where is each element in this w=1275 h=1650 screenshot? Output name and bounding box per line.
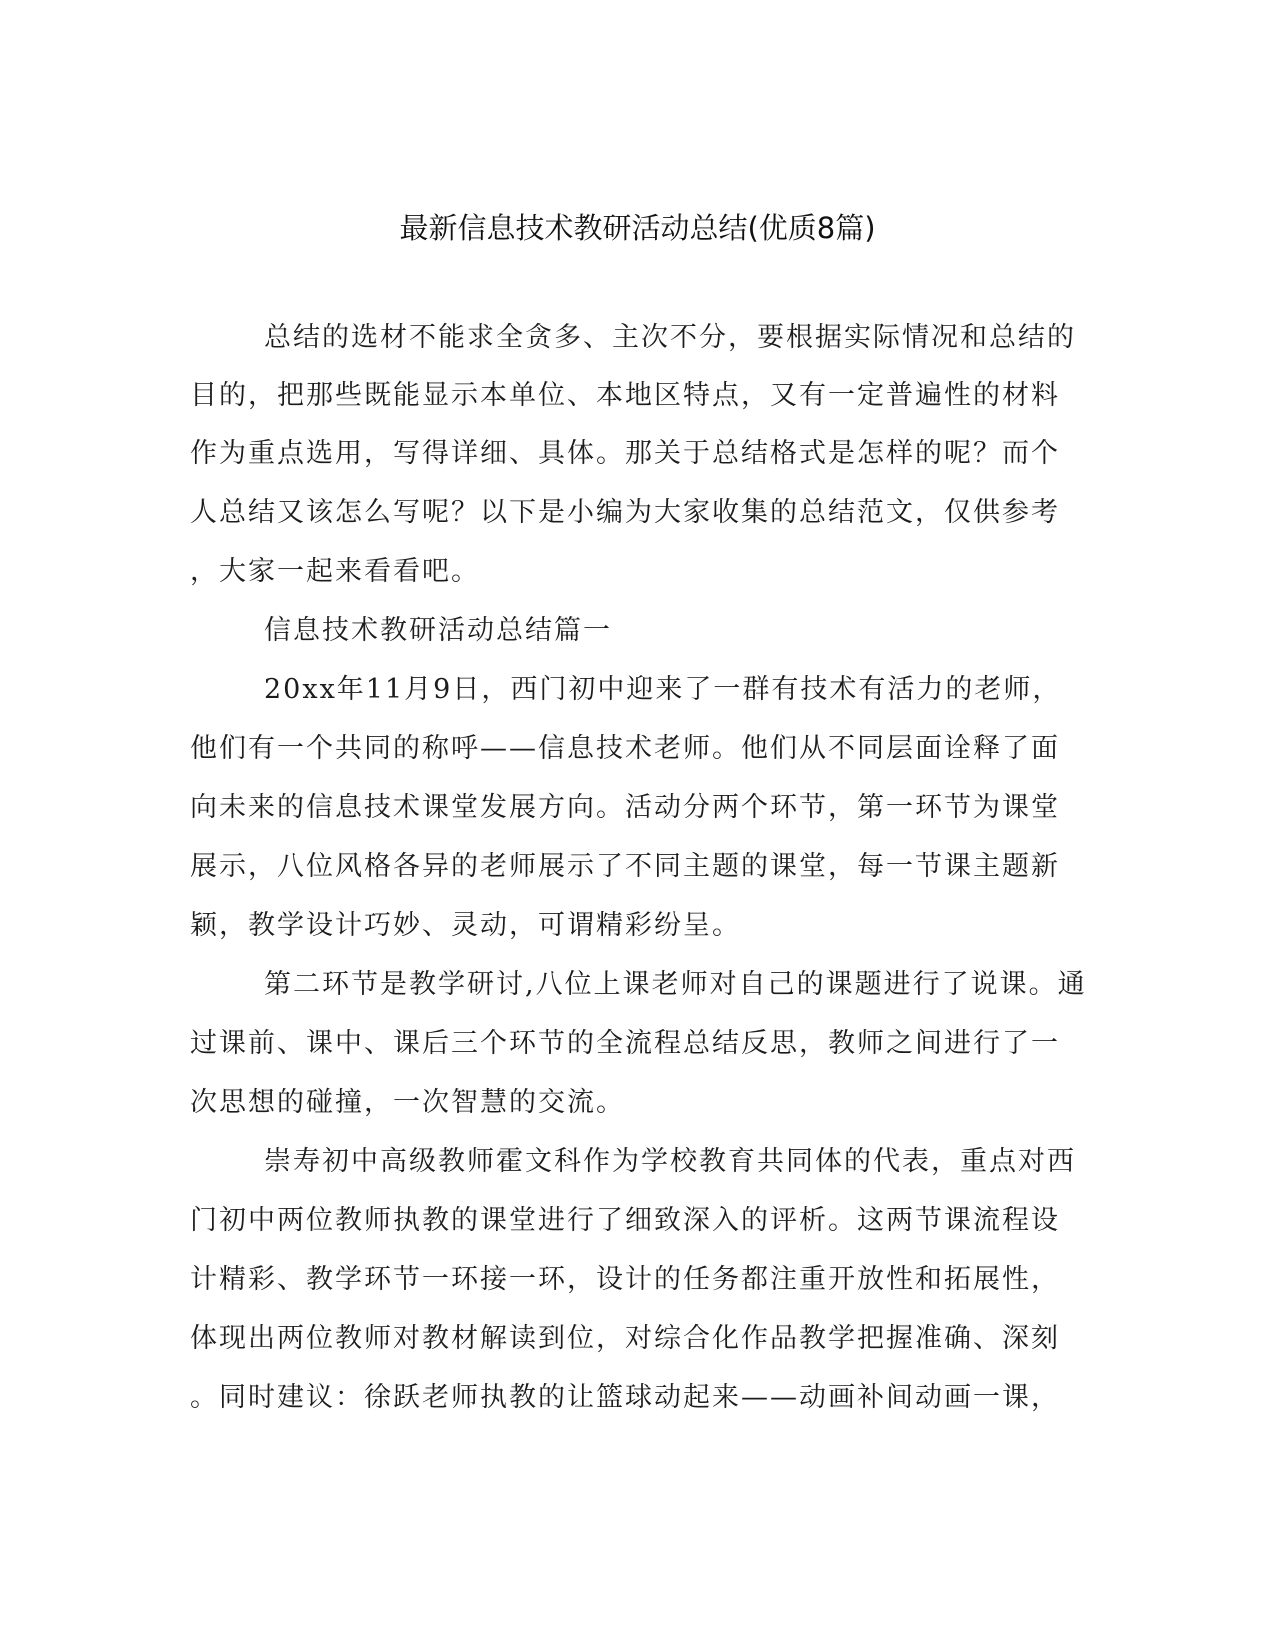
paragraph-line: 作为重点选用，写得详细、具体。那关于总结格式是怎样的呢？而个 [190,438,1060,469]
paragraph-line: 崇寿初中高级教师霍文科作为学校教育共同体的代表，重点对西 [264,1146,1076,1177]
paragraph-line: 总结的选材不能求全贪多、主次不分，要根据实际情况和总结的 [264,322,1076,353]
paragraph-line: 过课前、课中、课后三个环节的全流程总结反思，教师之间进行了一 [190,1028,1060,1059]
paragraph-line: 第二环节是教学研讨,八位上课老师对自己的课题进行了说课。通 [264,969,1087,1000]
paragraph-line: 人总结又该怎么写呢？以下是小编为大家收集的总结范文，仅供参考 [190,497,1060,528]
paragraph-line: 颖，教学设计巧妙、灵动，可谓精彩纷呈。 [190,910,741,941]
paragraph-line: 目的，把那些既能显示本单位、本地区特点，又有一定普遍性的材料 [190,380,1060,411]
paragraph-line: 他们有一个共同的称呼——信息技术老师。他们从不同层面诠释了面 [190,733,1060,764]
paragraph-line: 。同时建议：徐跃老师执教的让篮球动起来——动画补间动画一课， [190,1382,1060,1413]
paragraph-line: ，大家一起来看看吧。 [190,556,480,587]
paragraph-line: 次思想的碰撞，一次智慧的交流。 [190,1087,625,1118]
document-title: 最新信息技术教研活动总结(优质8篇) [399,211,876,245]
paragraph-line: 20xx年11月9日，西门初中迎来了一群有技术有活力的老师， [264,674,1062,705]
paragraph-line: 展示，八位风格各异的老师展示了不同主题的课堂，每一节课主题新 [190,851,1060,882]
section-heading: 信息技术教研活动总结篇一 [264,615,612,646]
paragraph-line: 计精彩、教学环节一环接一环，设计的任务都注重开放性和拓展性， [190,1264,1060,1295]
paragraph-line: 体现出两位教师对教材解读到位，对综合化作品教学把握准确、深刻 [190,1323,1060,1354]
paragraph-line: 向未来的信息技术课堂发展方向。活动分两个环节，第一环节为课堂 [190,792,1060,823]
paragraph-line: 门初中两位教师执教的课堂进行了细致深入的评析。这两节课流程设 [190,1205,1060,1236]
